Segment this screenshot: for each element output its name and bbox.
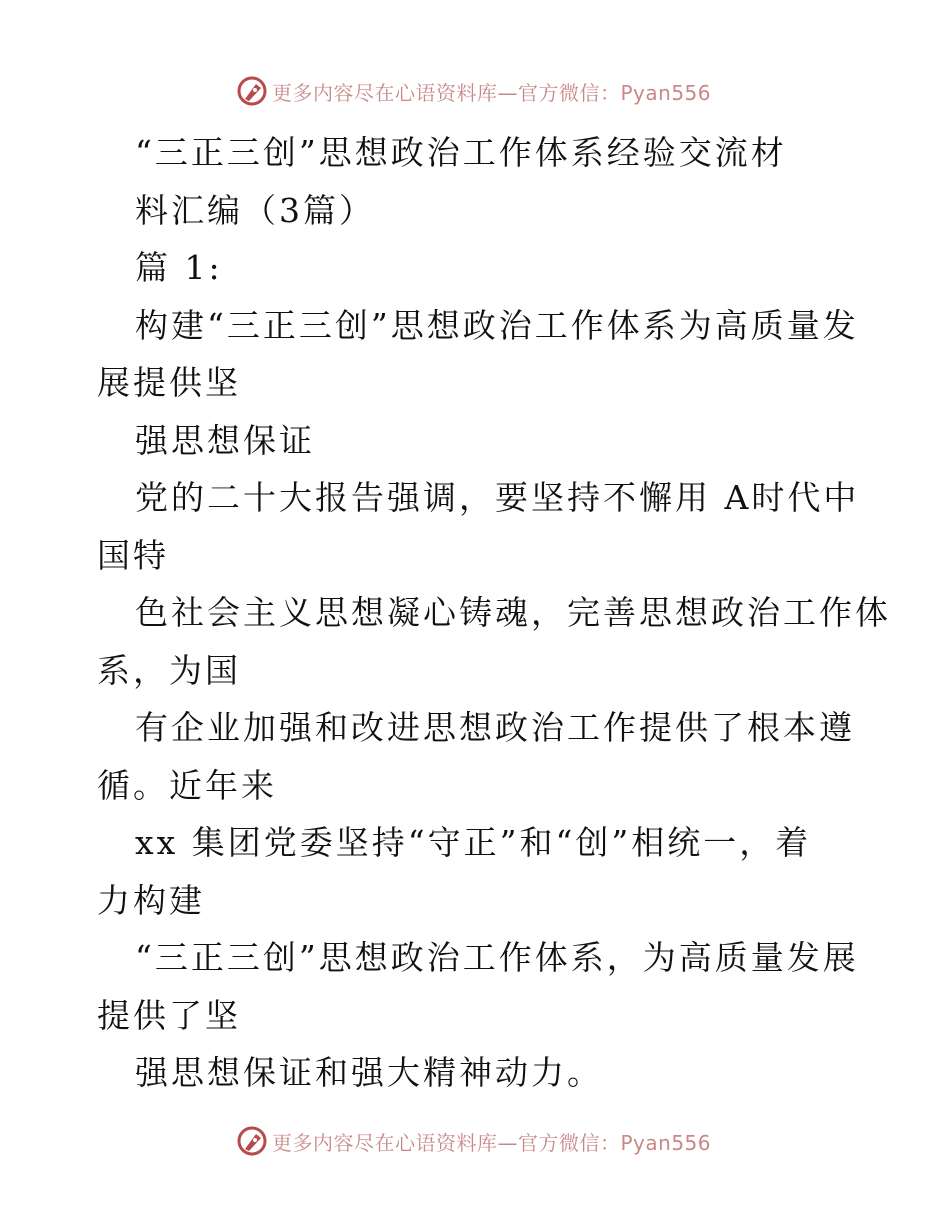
document-line: 强思想保证 xyxy=(135,420,315,460)
document-line: 循。近年来 xyxy=(97,765,277,805)
document-line: 强思想保证和强大精神动力。 xyxy=(135,1053,603,1092)
document-line: 色社会主义思想凝心铸魂，完善思想政治工作体 xyxy=(135,593,891,632)
document-line: 国特 xyxy=(97,535,169,575)
pen-nib-circle-icon xyxy=(236,1125,268,1157)
document-line: “三正三创”思想政治工作体系，为高质量发展 xyxy=(135,938,859,977)
watermark-text: 更多内容尽在心语资料库—官方微信：Pyan556 xyxy=(272,80,712,105)
document-line: 党的二十大报告强调，要坚持不懈用 A时代中 xyxy=(135,478,860,517)
document-body xyxy=(97,124,891,1102)
document-line: 展提供坚 xyxy=(97,363,241,402)
document-line: 料汇编（3篇） xyxy=(135,190,375,230)
document-line: 系，为国 xyxy=(97,650,241,690)
document-line: 有企业加强和改进思想政治工作提供了根本遵 xyxy=(135,708,855,747)
document-line: 力构建 xyxy=(97,880,205,920)
pen-nib-circle-icon xyxy=(236,75,268,107)
document-line: 篇 1: xyxy=(135,248,223,287)
document-line: xx 集团党委坚持“守正”和“创”相统一，着 xyxy=(135,823,812,862)
document-line: 提供了坚 xyxy=(97,995,241,1035)
document-line: “三正三创”思想政治工作体系经验交流材 xyxy=(135,133,787,172)
watermark-text: 更多内容尽在心语资料库—官方微信：Pyan556 xyxy=(272,1130,712,1155)
watermark-footer xyxy=(236,1124,711,1158)
document-line: 构建“三正三创”思想政治工作体系为高质量发 xyxy=(135,305,859,345)
watermark-header xyxy=(236,74,711,108)
